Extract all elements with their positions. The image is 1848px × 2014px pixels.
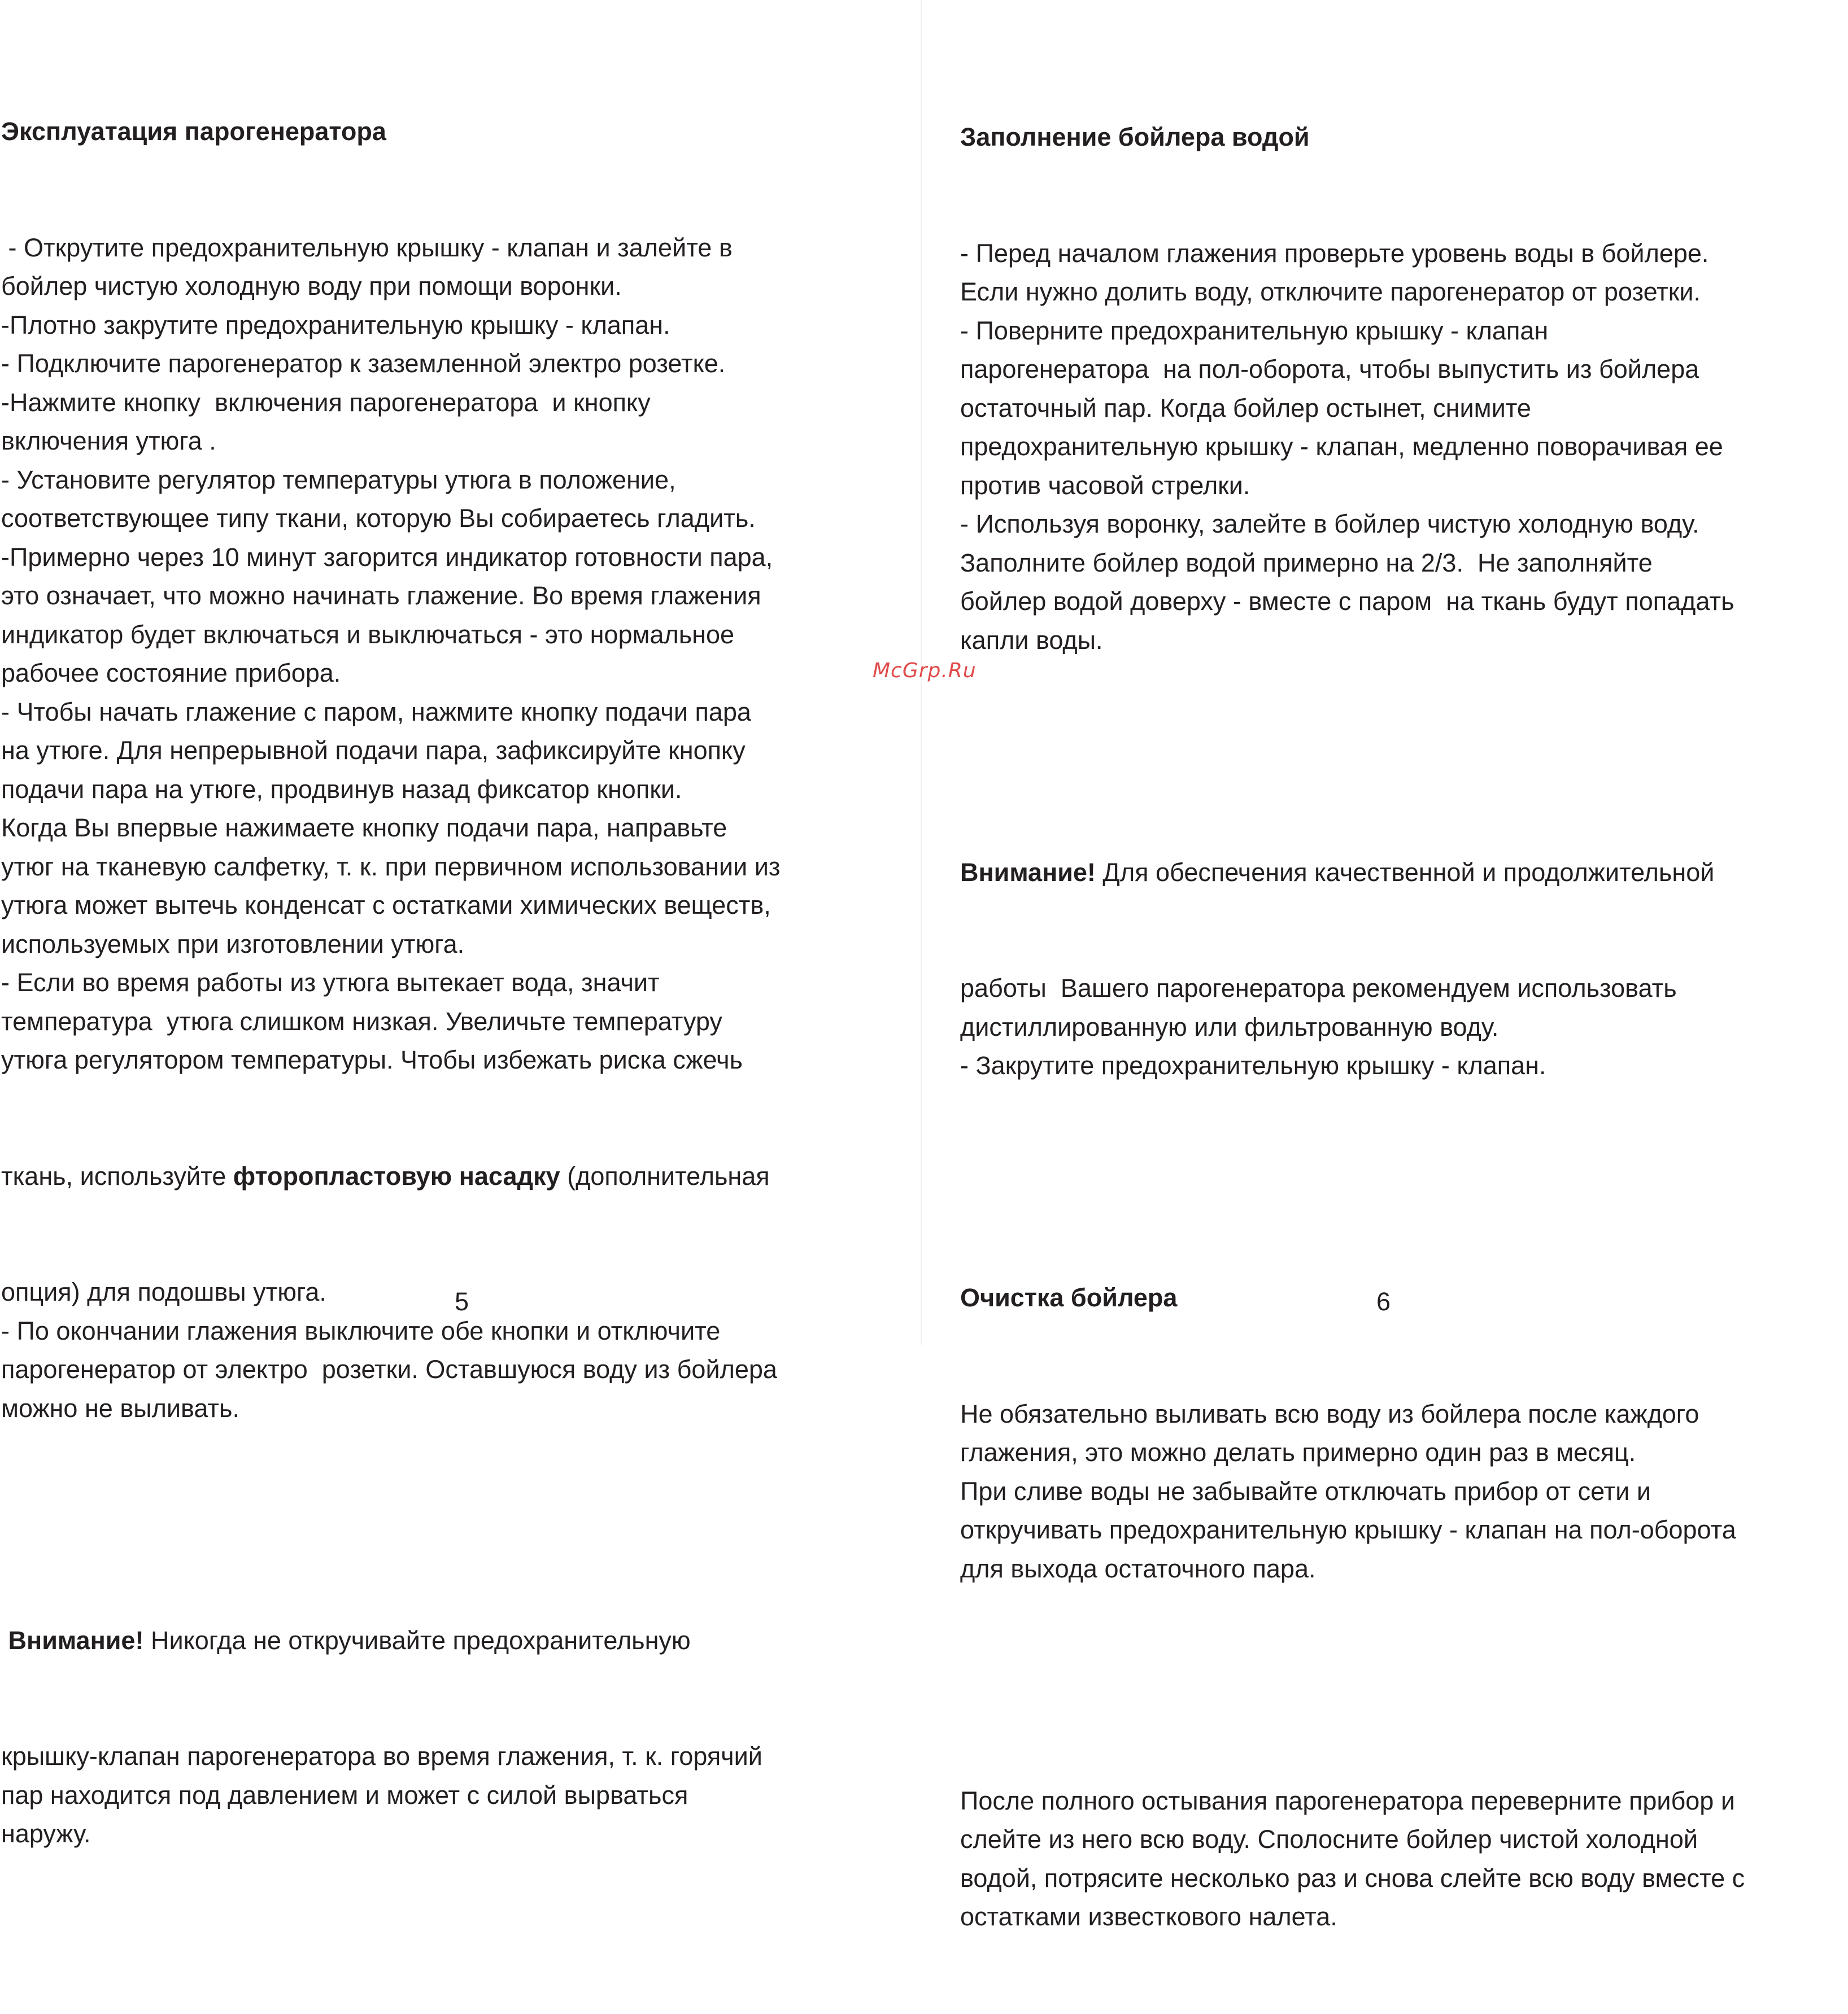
text-line: - Используя воронку, залейте в бойлер чистую холодную воду. [960, 509, 1699, 538]
text-line: крышку-клапан парогенератора во время глажения, т. к. горячий [1, 1742, 762, 1771]
text-line: соответствующее типу ткани, которую Вы собираетесь гладить. [1, 504, 756, 533]
text-line: против часовой стрелки. [960, 470, 1250, 500]
text-line: для выхода остаточного пара. [960, 1554, 1316, 1583]
left-warning-text [1, 1737, 915, 1854]
page-number: 6 [1376, 1287, 1391, 1316]
text-line: Заполните бойлер водой примерно на 2/3. Не заполняйте [960, 548, 1653, 577]
text-line: на утюге. Для непрерывной подачи пара, зафиксируйте кнопку [1, 736, 746, 765]
text-line: рабочее состояние прибора. [1, 659, 341, 687]
text-line: откручивать предохранительную крышку - клапан на пол-оборота [960, 1515, 1736, 1544]
text-line: - Установите регулятор температуры утюга в положение, [1, 465, 676, 494]
page-number: 5 [455, 1287, 469, 1316]
operation-instructions [1, 229, 915, 1080]
text-line: это означает, что можно начинать глажение. Во время глажения [1, 581, 761, 610]
text-line: индикатор будет включаться и выключаться - это нормальное [1, 620, 735, 649]
left-warning: Внимание! Никогда не откручивайте предохранительную [1, 1625, 691, 1655]
text-line: наружу. [1, 1819, 91, 1848]
final-instructions [960, 1782, 1848, 1937]
text-line: парогенератора на пол-оборота, чтобы выпустить из бойлера [960, 355, 1699, 383]
text-line: После полного остывания парогенератора переверните прибор и [960, 1786, 1735, 1815]
left-page [0, 0, 915, 1848]
cleaning-instructions [960, 1395, 1848, 1589]
text-line: бойлер водой доверху - вместе с паром на ткань будут попадать [960, 587, 1734, 616]
teflon-attachment-bold: фторопластовую насадку [233, 1161, 560, 1191]
right-text-block [960, 41, 1848, 2014]
text-line: подачи пара на утюге, продвинув назад фиксатор кнопки. [1, 774, 682, 804]
text-line: работы Вашего парогенератора рекомендуем использовать [960, 974, 1677, 1002]
section-heading-operation: Эксплуатация парогенератора [1, 117, 386, 146]
text-line: капли воды. [960, 625, 1103, 655]
text-line: утюг на тканевую салфетку, т. к. при первичном использовании из [1, 852, 781, 881]
text-line: температура утюга слишком низкая. Увеличьте температуру [1, 1006, 722, 1036]
warning-label: Внимание! [1, 1625, 144, 1655]
text-line: - Перед началом глажения проверьте уровень воды в бойлере. [960, 238, 1709, 268]
text-line: - По окончании глажения выключите обе кнопки и отключите [1, 1316, 721, 1345]
text-line: -Примерно через 10 минут загорится индикатор готовности пара, [1, 542, 773, 572]
watermark: McGrp.Ru [873, 659, 977, 682]
text-line: - Подключите парогенератор к заземленной электро розетке. [1, 349, 726, 378]
text-line: водой, потрясите несколько раз и снова слейте всю воду вместе с [960, 1863, 1745, 1893]
text-line: утюга регулятором температуры. Чтобы избежать риска сжечь [1, 1045, 743, 1074]
text-line: предохранительную крышку - клапан, медленно поворачивая ее [960, 432, 1723, 461]
text-line: Когда Вы впервые нажимаете кнопку подачи пара, направьте [1, 813, 727, 842]
text-line: можно не выливать. [1, 1393, 239, 1423]
text-line: - Чтобы начать глажение с паром, нажмите кнопку подачи пара [1, 697, 751, 726]
text-line: Если нужно долить воду, отключите парогенератор от розетки. [960, 277, 1701, 306]
text-line: - Закрутите предохранительную крышку - клапан. [960, 1051, 1546, 1080]
text-line: используемых при изготовлении утюга. [1, 929, 465, 958]
text-line: - Поверните предохранительную крышку - клапан [960, 316, 1549, 345]
section-heading-cleaning: Очистка бойлера [960, 1283, 1178, 1312]
text-line: - Открутите предохранительную крышку - клапан и залейте в [1, 233, 733, 262]
text-line: опция) для подошвы утюга. [1, 1278, 326, 1306]
left-text-block [1, 35, 915, 1931]
warning-label: Внимание! [960, 857, 1096, 887]
text-line: -Плотно закрутите предохранительную крышку - клапан. [1, 310, 670, 339]
text-line: - Если во время работы из утюга вытекает вода, значит [1, 968, 660, 997]
right-page [923, 0, 1848, 1931]
teflon-line: ткань, используйте фторопластовую насадку (дополнительная [1, 1161, 770, 1191]
text-line: слейте из него всю воду. Сполосните бойлер чистой холодной [960, 1825, 1698, 1854]
text-line: включения утюга . [1, 426, 216, 455]
text-line: бойлер чистую холодную воду при помощи воронки. [1, 272, 622, 300]
right-warning-text [960, 969, 1848, 1086]
text-line: Не обязательно выливать всю воду из бойлера после каждого [960, 1399, 1699, 1428]
fill-instructions [960, 234, 1848, 660]
right-warning: Внимание! Для обеспечения качественной и продолжительной [960, 857, 1715, 887]
text-line: остатками известкового налета. [960, 1902, 1337, 1931]
text-line: пар находится под давлением и может с силой вырваться [1, 1780, 688, 1810]
text-line: При сливе воды не забывайте отключать прибор от сети и [960, 1476, 1651, 1506]
text-line: парогенератор от электро розетки. Оставшуюся воду из бойлера [1, 1355, 777, 1384]
text-line: -Нажмите кнопку включения парогенератора и кнопку [1, 387, 651, 417]
text-line: глажения, это можно делать примерно один раз в месяц. [960, 1438, 1636, 1467]
text-line: дистиллированную или фильтрованную воду. [960, 1012, 1499, 1041]
text-line: утюга может вытечь конденсат с остатками химических веществ, [1, 891, 771, 919]
text-line: остаточный пар. Когда бойлер остынет, снимите [960, 393, 1531, 422]
section-heading-fill: Заполнение бойлера водой [960, 123, 1310, 151]
